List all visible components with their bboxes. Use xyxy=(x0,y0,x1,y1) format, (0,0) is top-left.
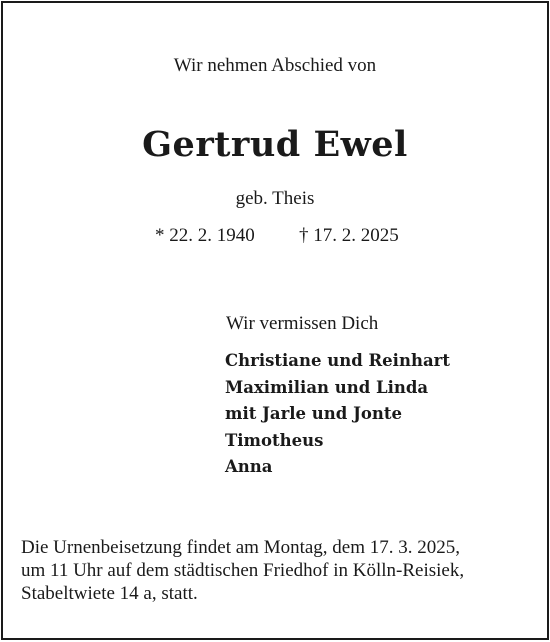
death-date: † 17. 2. 2025 xyxy=(299,225,399,246)
intro-text: Wir nehmen Abschied von xyxy=(173,55,377,76)
family-list xyxy=(225,348,450,481)
family-member: mit Jarle und Jonte xyxy=(225,404,402,423)
deceased-name: Gertrud Ewel xyxy=(142,124,408,165)
funeral-details xyxy=(21,536,537,605)
mourning-phrase: Wir vermissen Dich xyxy=(226,313,379,334)
life-dates xyxy=(3,225,547,251)
family-member: Timotheus xyxy=(225,430,324,450)
birth-date: * 22. 2. 1940 xyxy=(155,225,255,246)
family-member: Maximilian und Linda xyxy=(225,377,429,397)
obituary-notice xyxy=(1,1,549,640)
details-line: Stabeltwiete 14 a, statt. xyxy=(21,583,198,604)
family-member: Anna xyxy=(225,457,273,476)
family-member: Christiane und Reinhart xyxy=(225,351,450,370)
details-line: Die Urnenbeisetzung findet am Montag, dem 17. 3. 2025, xyxy=(21,537,461,558)
details-line: um 11 Uhr auf dem städtischen Friedhof in Kölln-Reisiek, xyxy=(21,560,465,581)
maiden-name: geb. Theis xyxy=(235,188,315,209)
